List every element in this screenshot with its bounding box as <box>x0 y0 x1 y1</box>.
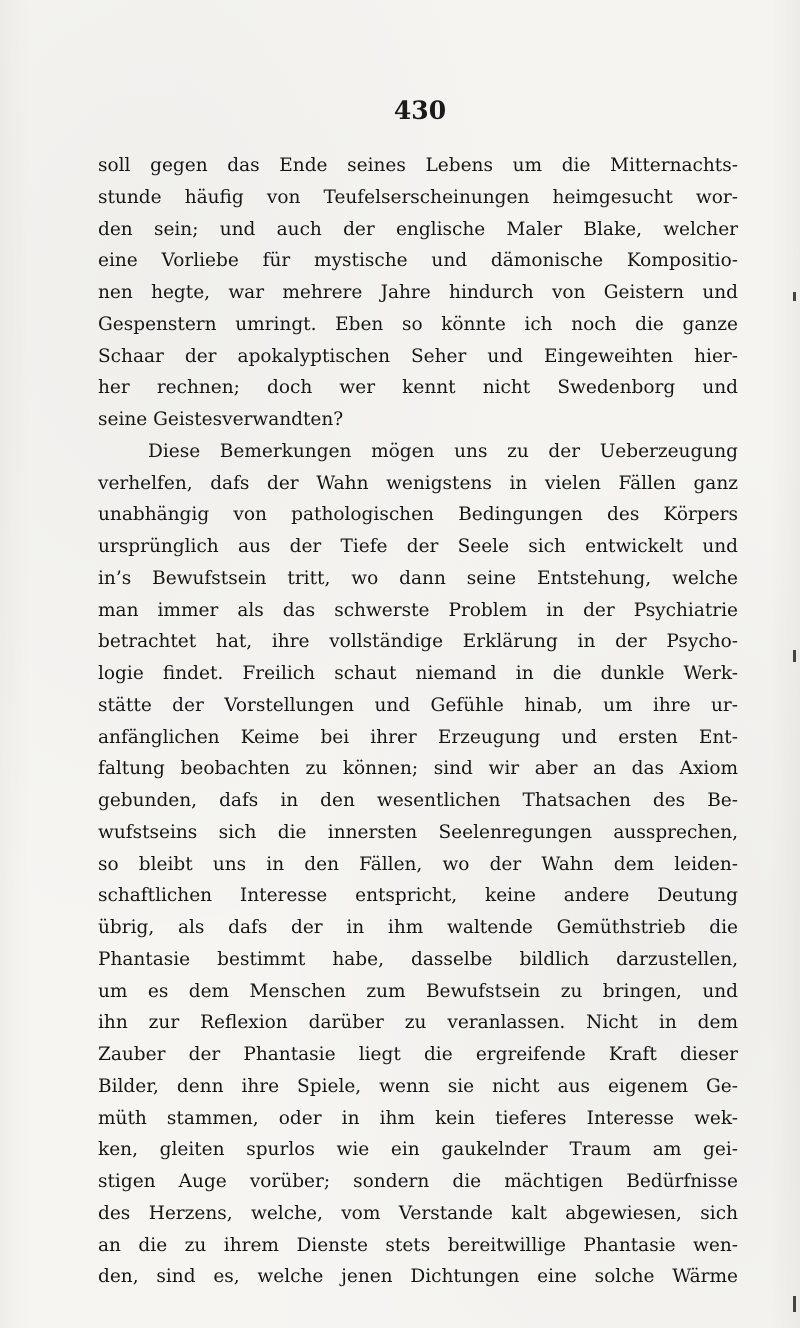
text-line: gebunden, dafs in den wesentlichen Thatsachen des Be- <box>98 790 738 811</box>
edge-mark <box>793 650 796 662</box>
text-line: ursprünglich aus der Tiefe der Seele sich entwickelt und <box>98 536 738 557</box>
text-line: eine Vorliebe für mystische und dämonische Kompositio- <box>98 250 738 272</box>
text-line: an die zu ihrem Dienste stets bereitwillige Phantasie wen- <box>98 1234 738 1256</box>
text-line: übrig, als dafs der in ihm waltende Gemüthstrieb die <box>98 917 738 938</box>
text-line: betrachtet hat, ihre vollständige Erklärung in der Psycho- <box>98 631 738 653</box>
text-line: wufstseins sich die innersten Seelenregungen aussprechen, <box>98 821 738 843</box>
paragraph-start-line: Diese Bemerkungen mögen uns zu der Ueberzeugung <box>148 440 738 462</box>
text-line: unabhängig von pathologischen Bedingungen des Körpers <box>98 504 738 526</box>
text-line: faltung beobachten zu können; sind wir aber an das Axiom <box>98 758 738 780</box>
paragraph-end-line: seine Geistesverwandten? <box>98 409 344 430</box>
text-line: des Herzens, welche, vom Verstande kalt abgewiesen, sich <box>98 1202 738 1224</box>
text-line: in’s Bewufstsein tritt, wo dann seine Entstehung, welche <box>98 567 738 589</box>
body-text <box>98 150 738 1293</box>
text-line: schaftlichen Interesse entspricht, keine andere Deutung <box>98 885 738 907</box>
text-line: anfänglichen Keime bei ihrer Erzeugung und ersten Ent- <box>98 726 738 748</box>
text-line: Phantasie bestimmt habe, dasselbe bildlich darzustellen, <box>98 948 738 970</box>
edge-mark <box>793 292 796 301</box>
text-line: den, sind es, welche jenen Dichtungen eine solche Wärme <box>98 1266 738 1288</box>
text-line: ihn zur Reflexion darüber zu veranlassen. Nicht in dem <box>98 1012 738 1034</box>
text-line: stätte der Vorstellungen und Gefühle hinab, um ihre ur- <box>98 694 738 716</box>
text-line: Gespenstern umringt. Eben so könnte ich noch die ganze <box>98 313 738 335</box>
text-line: müth stammen, oder in ihm kein tieferes Interesse wek- <box>98 1107 738 1129</box>
text-line: logie findet. Freilich schaut niemand in die dunkle Werk- <box>98 663 738 684</box>
text-line: stunde häufig von Teufelserscheinungen heimgesucht wor- <box>98 186 738 208</box>
text-line: verhelfen, dafs der Wahn wenigstens in vielen Fällen ganz <box>98 472 738 494</box>
text-line: ken, gleiten spurlos wie ein gaukelnder Traum am gei- <box>98 1139 738 1161</box>
page-number: 430 <box>393 96 447 125</box>
text-line: den sein; und auch der englische Maler Blake, welcher <box>98 218 738 240</box>
text-line: nen hegte, war mehrere Jahre hindurch von Geistern und <box>98 282 738 303</box>
text-line: Schaar der apokalyptischen Seher und Eingeweihten hier- <box>98 345 738 367</box>
text-line: man immer als das schwerste Problem in der Psychiatrie <box>98 599 738 621</box>
text-line: so bleibt uns in den Fällen, wo der Wahn dem leiden- <box>98 853 738 875</box>
text-line: Zauber der Phantasie liegt die ergreifende Kraft dieser <box>98 1044 738 1065</box>
text-line: her rechnen; doch wer kennt nicht Swedenborg und <box>98 377 738 399</box>
edge-mark <box>793 1296 796 1312</box>
text-line: stigen Auge vorüber; sondern die mächtigen Bedürfnisse <box>98 1171 738 1192</box>
text-line: Bilder, denn ihre Spiele, wenn sie nicht aus eigenem Ge- <box>98 1075 738 1097</box>
text-line: um es dem Menschen zum Bewufstsein zu bringen, und <box>98 980 738 1002</box>
text-line: soll gegen das Ende seines Lebens um die Mitternachts- <box>98 155 738 176</box>
